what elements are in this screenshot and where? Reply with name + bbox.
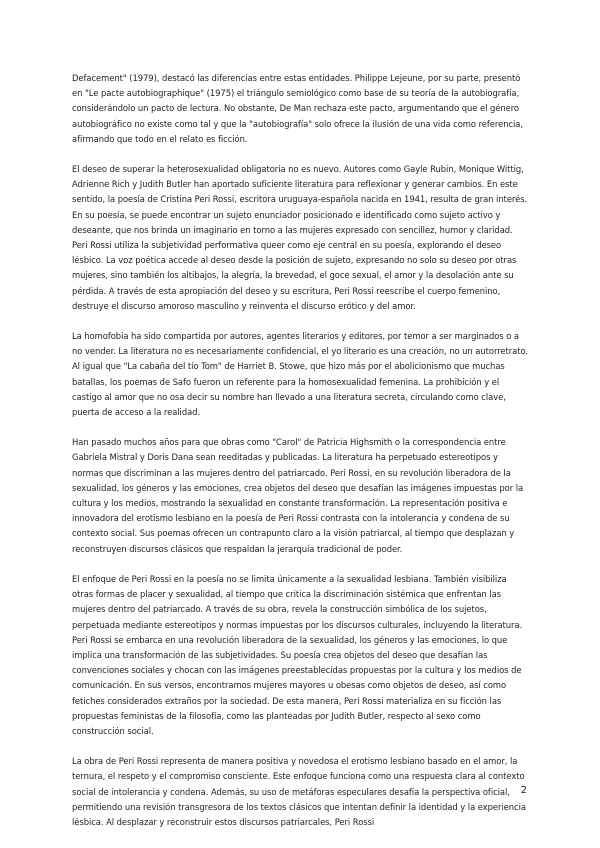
paragraph-focus: El enfoque de Peri Rossi en la poesía no se limita únicamente a la sexualidad lesbiana. También visibiliza otras formas de placer y sexualidad, al tiempo que critica la discriminación sistémica que enfrentan las mujeres dentro del patriarcado. A través de su obra, revela la construcción simbólica de los sujetos, perpetuada mediante estereotipos y normas impuestas por los discursos culturales, incluyendo la literatura. Peri Rossi se embarca en una revolución liberadora de la sexualidad, los géneros y las emociones, lo que implica una transformación de las subjetividades. Su poesía crea objetos del deseo que desafían las convenciones sociales y chocan con las imágenes preestablecidas propuestas por la cultura y los medios de comunicación. En sus versos, encontramos mujeres mayores u obesas como objetos de deseo, así como fetiches considerados extraños por la sociedad. De esta manera, Peri Rossi materializa en su ficción las propuestas feministas de la filosofía, como las planteadas por Judith Butler, respecto al sexo como construcción social. bbox=[72, 573, 523, 736]
page-number: 2 bbox=[520, 785, 527, 796]
paragraph-republication: Han pasado muchos años para que obras como "Carol" de Patricia Highsmith o la correspondencia entre Gabriela Mistral y Doris Dana sean reeditadas y publicadas. La literatura ha perpetuado estereotipos y normas que discriminan a las mujeres dentro del patriarcado. Peri Rossi, en su revolución liberadora de la sexualidad, los géneros y las emociones, crea objetos del deseo que desafían las imágenes impuestas por la cultura y los medios, mostrando la sexualidad en constante transformación. La representación positiva e innovadora del erotismo lesbiano en la poesía de Peri Rossi contrasta con la intolerancia y condena de su contexto social. Sus poemas ofrecen un contrapunto claro a la visión patriarcal, al tiempo que desplazan y reconstruyen discursos clásicos que respaldan la jerarquía tradicional de poder. bbox=[72, 437, 524, 554]
paragraph-desire: El deseo de superar la heterosexualidad obligatoria no es nuevo. Autores como Gayle Rubin, Monique Wittig, Adrienne Rich y Judith Butler han aportado suficiente literatura para reflexionar y generar cambios. En este sentido, la poesía de Cristina Peri Rossi, escritora uruguaya-española nacida en 1941, resulta de gran interés. En su poesía, se puede encontrar un sujeto enunciador posicionado e identificado como sujeto activo y deseante, que nos brinda un imaginario en torno a las mujeres expresado con sencillez, humor y claridad. Peri Rossi utiliza la subjetividad performativa queer como eje central en su poesía, explorando el deseo lésbico. La voz poética accede al deseo desde la posición de sujeto, expresando no solo su deseo por otras mujeres, sino también los altibajos, la alegría, la brevedad, el goce sexual, el amor y la desolación ante su pérdida. A través de esta apropiación del deseo y su escritura, Peri Rossi reescribe el cuerpo femenino, destruye el discurso amoroso masculino y reinventa el discurso erótico y del amor. bbox=[72, 164, 528, 311]
page-content bbox=[72, 71, 528, 845]
paragraph-autobiography: Defacement" (1979), destacó las diferencias entre estas entidades. Philippe Lejeune, por su parte, presentó en "Le pacte autobiographique" (1975) el triángulo semiológico como base de su teoría de la autobiografía, considerándolo un pacto de lectura. No obstante, De Man rechaza este pacto, argumentando que el género autobiográfico no existe como tal y que la "autobiografía" solo ofrece la ilusión de una vida como referencia, afirmando que todo en el relato es ficción. bbox=[72, 73, 523, 144]
paragraph-representation: La obra de Peri Rossi representa de manera positiva y novedosa el erotismo lesbiano basado en el amor, la ternura, el respeto y el compromiso consciente. Este enfoque funciona como una respuesta clara al contexto social de intolerancia y condena. Además, su uso de metáforas especulares desafía la perspectiva oficial, permitiendo una revisión transgresora de los textos clásicos que intentan definir la identidad y la experiencia lésbica. Al desplazar y reconstruir estos discursos patriarcales, Peri Rossi bbox=[72, 756, 526, 827]
paragraph-homophobia: La homofobia ha sido compartida por autores, agentes literarios y editores, por temor a ser marginados o a no vender. La literatura no es necesariamente confidencial, el yo literario es una creación, no un autorretrato. Al igual que "La cabaña del tío Tom" de Harriet B. Stowe, que hizo más por el abolicionismo que muchas batallas, los poemas de Safo fueron un referente para la homosexualidad femenina. La prohibición y el castigo al amor que no osa decir su nombre han llevado a una literatura secreta, circulando como clave, puerta de acceso a la realidad. bbox=[72, 331, 528, 418]
